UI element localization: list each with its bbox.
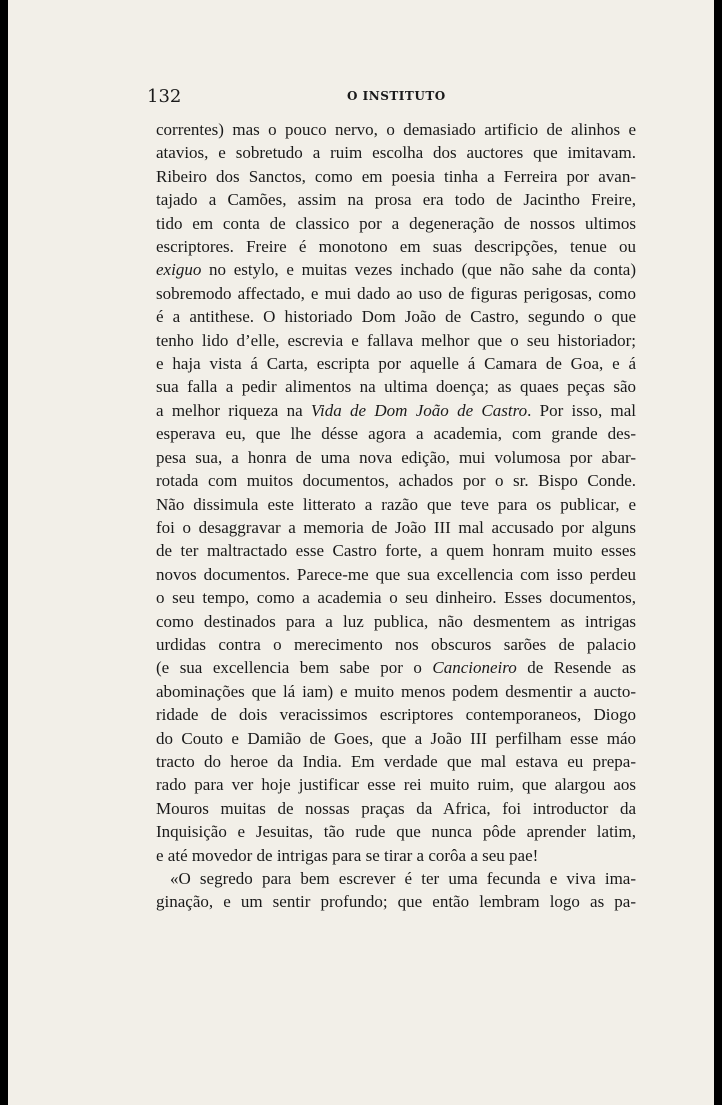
page-number: 132 — [147, 86, 182, 107]
text-line: rotada com muitos documentos, achados por o sr. Bispo Conde. — [156, 471, 636, 491]
text-line: tido em conta de classico por a degeneração de nossos ultimos — [156, 213, 636, 233]
text-line: é a antithese. O historiado Dom João de Castro, segundo o que — [156, 307, 636, 327]
italic-title: Cancioneiro — [432, 658, 517, 678]
text-line: pesa sua, a honra de uma nova edição, mui volumosa por abar- — [156, 447, 636, 467]
book-page — [8, 0, 714, 1105]
text-line: o seu tempo, como a academia o seu dinheiro. Esses documentos, — [156, 588, 636, 608]
italic-title: Vida de Dom João de Castro — [310, 400, 528, 420]
text-line: sobremodo affectado, e mui dado ao uso de figuras perigosas, como — [156, 283, 636, 303]
text-line: ginação, e um sentir profundo; que então lembram logo as pa- — [156, 892, 636, 912]
text-line: do Couto e Damião de Goes, que a João III perfilham esse máo — [156, 728, 636, 748]
text-line: abominações que lá iam) e muito menos podem desmentir a aucto- — [156, 681, 636, 701]
page-header — [147, 86, 627, 108]
text-line: de ter maltractado esse Castro forte, a quem honram muito esses — [156, 541, 636, 561]
text-line: Mouros muitas de nossas praças da Africa, foi introductor da — [156, 798, 636, 818]
text-line: esperava eu, que lhe désse agora a academia, com grande des- — [156, 424, 636, 444]
text-line: «O segredo para bem escrever é ter uma fecunda e viva ima- — [170, 869, 636, 888]
text-line: atavios, e sobretudo a ruim escolha dos auctores que imitavam. — [156, 143, 636, 163]
text-line: ridade de dois veracissimos escriptores contemporaneos, Diogo — [156, 705, 636, 725]
text-line: escriptores. Freire é monotono em suas descripções, tenue ou — [156, 237, 636, 257]
text-line: Não dissimula este litterato a razão que teve para os publicar, e — [156, 494, 636, 514]
text-line: como destinados para a luz publica, não desmentem as intrigas — [156, 611, 636, 631]
text-line: Inquisição e Jesuitas, tão rude que nunca pôde aprender latim, — [156, 822, 636, 842]
text-line: sua falla a pedir alimentos na ultima doença; as quaes peças são — [156, 377, 636, 397]
text-line: a melhor riqueza na Vida de Dom João de Castro. Por isso, mal — [156, 400, 637, 420]
text-line: rado para ver hoje justificar esse rei muito ruim, que alargou aos — [156, 775, 636, 795]
body-text — [156, 118, 636, 914]
text-line: e haja vista á Carta, escripta por aquelle á Camara de Goa, e á — [156, 354, 636, 374]
text-line: novos documentos. Parece-me que sua excellencia com isso perdeu — [156, 564, 636, 584]
running-title: O INSTITUTO — [347, 89, 446, 103]
text-line: tracto do heroe da India. Em verdade que mal estava eu prepa- — [156, 751, 636, 771]
text-line: correntes) mas o pouco nervo, o demasiado artificio de alinhos e — [156, 120, 636, 139]
text-line: exiguo no estylo, e muitas vezes inchado (que não sahe da conta) — [156, 260, 636, 280]
text-line: urdidas contra o merecimento nos obscuros sarões de palacio — [156, 634, 636, 654]
text-line: foi o desaggravar a memoria de João III mal accusado por alguns — [156, 517, 636, 537]
text-line: (e sua excellencia bem sabe por o Cancioneiro de Resende as — [156, 658, 636, 678]
text-line: e até movedor de intrigas para se tirar a corôa a seu pae! — [156, 845, 539, 865]
text-line: Ribeiro dos Sanctos, como em poesia tinha a Ferreira por avan- — [156, 166, 636, 186]
text-line: tenho lido d’elle, escrevia e fallava melhor que o seu historiador; — [156, 330, 636, 350]
text-line: tajado a Camões, assim na prosa era todo de Jacintho Freire, — [156, 190, 636, 210]
italic-word: exiguo — [156, 260, 202, 280]
